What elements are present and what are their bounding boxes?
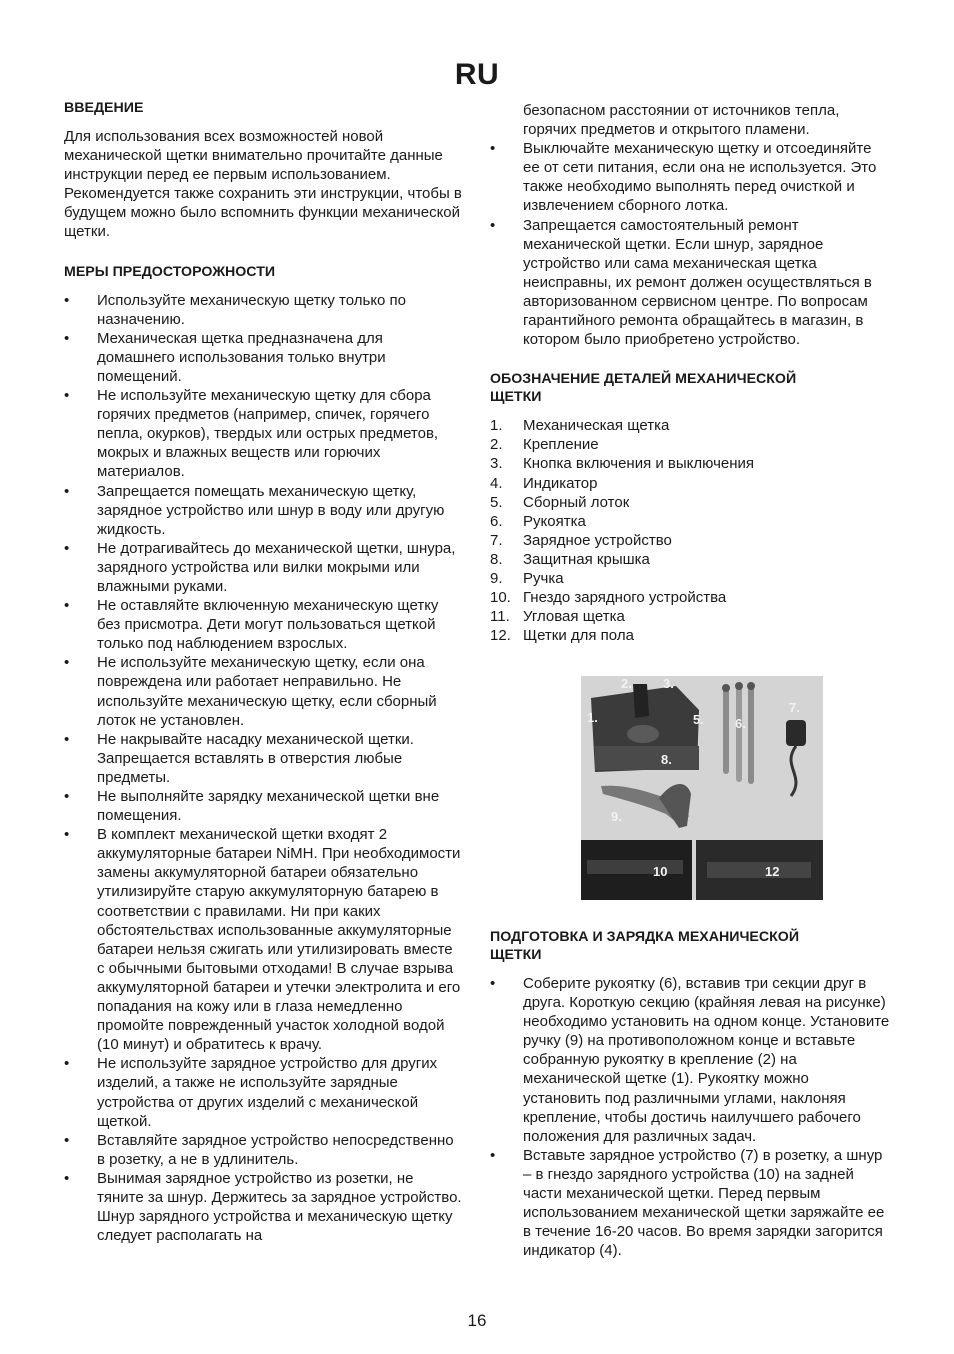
- item-number: 7.: [490, 531, 503, 549]
- item-number: 10.: [490, 589, 511, 607]
- list-item: • Не дотрагивайтесь до механической щетки, шнура, зарядного устройства или вилки мокрыми или влажными руками.: [64, 539, 464, 596]
- item-number: 12.: [490, 627, 511, 645]
- list-item: • Не выполняйте зарядку механической щетки вне помещения.: [64, 787, 464, 825]
- photo-label: 2.: [621, 676, 632, 691]
- list-item: • Соберите рукоятку (6), вставив три секции друг в друга. Короткую секцию (крайняя левая на рисунке) необходимо установить на одном конце. Установите ручку (9) на противоположном конце и вставьте собранную рукоятку в крепление (2) на механической щетке (1). Рукоятку можно установить под различными углами, наклоняя крепление, чтобы достичь наилучшего рабочего положения для различных задач.: [490, 974, 890, 1146]
- list-item: • Вынимая зарядное устройство из розетки, не тяните за шнур. Держитесь за зарядное устройство. Шнур зарядного устройства и механическую щетку следует располагать на: [64, 1169, 464, 1245]
- photo-label: 3.: [663, 676, 674, 691]
- list-item: [490, 474, 890, 493]
- item-label: Защитная крышка: [523, 550, 650, 568]
- list-item: • Используйте механическую щетку только по назначению.: [64, 291, 464, 329]
- list-item: [490, 550, 890, 569]
- page-number: 16: [467, 1311, 487, 1330]
- list-item: [490, 588, 890, 607]
- item-label: Ручка: [523, 569, 564, 587]
- list-item: • Не используйте зарядное устройство для других изделий, а также не используйте зарядные устройства от других изделий с механической щеткой.: [64, 1054, 464, 1130]
- list-item: • Запрещается помещать механическую щетку, зарядное устройство или шнур в воду или другую жидкость.: [64, 482, 464, 539]
- list-item: [490, 493, 890, 512]
- product-parts-illustration: [581, 676, 823, 900]
- list-item: [490, 531, 890, 550]
- item-number: 3.: [490, 455, 503, 473]
- intro-text: Для использования всех возможностей новой механической щетки внимательно прочитайте данные инструкции перед ее первым использованием. Рекомендуется также сохранить эти инструкции, чтобы в будущем можно было вспомнить функции механической щетки.: [64, 128, 462, 241]
- intro-heading: ВВЕДЕНИЕ: [64, 100, 144, 116]
- list-item: • Запрещается самостоятельный ремонт механической щетки. Если шнур, зарядное устройство или сама механическая щетка неисправны, их ремонт должен осуществляться в авторизованном сервисном центре. По вопросам гарантийного ремонта обращайтесь в магазин, в котором было приобретено устройство.: [490, 216, 890, 350]
- photo-label: 1.: [587, 710, 598, 725]
- parts-heading-line2: ЩЕТКИ: [490, 389, 542, 406]
- list-item: • Вставьте зарядное устройство (7) в розетку, а шнур – в гнездо зарядного устройства (10) на задней части механической щетки. Перед первым использованием механической щетки заряжайте ее в течение 16-20 часов. Во время зарядки загорится индикатор (4).: [490, 1146, 890, 1261]
- list-item: • Не накрывайте насадку механической щетки. Запрещается вставлять в отверстия любые предметы.: [64, 730, 464, 787]
- item-label: Механическая щетка: [523, 417, 670, 435]
- item-number: 2.: [490, 436, 503, 454]
- item-number: 11.: [490, 608, 510, 626]
- item-label: Кнопка включения и выключения: [523, 455, 755, 473]
- list-item: • В комплект механической щетки входят 2 аккумуляторные батареи NiMH. При необходимости замены аккумуляторной батареи обязательно утилизируйте старую аккумуляторную батарею в соответствии с правилами. Ни при каких обстоятельствах использованные аккумуляторные батареи нельзя сжигать или утилизировать вместе с обычными бытовыми отходами! В случае взрыва аккумуляторной батареи и утечки электролита и его попадания на кожу или в глаза немедленно промойте поврежденный участок холодной водой (10 минут) и обратитесь к врачу.: [64, 825, 464, 1054]
- photo-label: 10: [653, 864, 668, 879]
- charging-heading-line1: ПОДГОТОВКА И ЗАРЯДКА МЕХАНИЧЕСКОЙ: [490, 929, 800, 945]
- precautions-continuation: безопасном расстоянии от источников тепла, горячих предметов и открытого пламени.: [523, 102, 840, 139]
- charging-section: [490, 928, 890, 1260]
- item-number: 4.: [490, 474, 503, 492]
- charging-heading-line2: ЩЕТКИ: [490, 947, 542, 963]
- parts-list: [490, 416, 890, 645]
- list-item: • Не используйте механическую щетку для сбора горячих предметов (например, спичек, горячего пепла, окурков), твердых или острых предметов, мокрых и влажных веществ или горючих материалов.: [64, 386, 464, 481]
- charging-list: [490, 974, 890, 1260]
- item-label: Зарядное устройство: [523, 531, 672, 549]
- list-item: [490, 569, 890, 588]
- photo-label: 6.: [735, 716, 746, 731]
- item-number: 1.: [490, 417, 503, 435]
- charging-heading: [490, 928, 890, 964]
- precautions-list-continued: [490, 139, 890, 349]
- precautions-heading: МЕРЫ ПРЕДОСТОРОЖНОСТИ: [64, 263, 276, 280]
- photo-label: 9.: [611, 809, 622, 824]
- list-item: [490, 454, 890, 473]
- item-label: Угловая щетка: [523, 608, 625, 626]
- list-item: [490, 416, 890, 435]
- item-label: Щетки для пола: [523, 627, 634, 645]
- right-column: [490, 101, 890, 645]
- left-column: [64, 99, 464, 1245]
- item-number: 8.: [490, 550, 503, 568]
- list-item: [490, 512, 890, 531]
- list-item: • Вставляйте зарядное устройство непосредственно в розетку, а не в удлинитель.: [64, 1131, 464, 1169]
- item-label: Индикатор: [523, 474, 598, 492]
- product-parts-photo: [581, 676, 823, 900]
- list-item: • Не используйте механическую щетку, если она повреждена или работает неправильно. Не используйте механическую щетку, если сборный лоток не установлен.: [64, 653, 464, 729]
- item-number: 5.: [490, 493, 503, 511]
- item-label: Рукоятка: [523, 512, 586, 530]
- precautions-list: [64, 291, 464, 1246]
- item-label: Гнездо зарядного устройства: [523, 589, 727, 607]
- photo-label: 12: [765, 864, 780, 879]
- photo-label: 5.: [693, 712, 704, 727]
- photo-label: 7.: [789, 700, 800, 715]
- list-item: [490, 435, 890, 454]
- list-item: • Не оставляйте включенную механическую щетку без присмотра. Дети могут пользоваться щеткой только под наблюдением взрослых.: [64, 596, 464, 653]
- item-label: Сборный лоток: [523, 493, 630, 511]
- item-number: 9.: [490, 569, 503, 587]
- language-code: RU: [454, 58, 500, 91]
- photo-label: 8.: [661, 752, 672, 767]
- parts-heading-line1: ОБОЗНАЧЕНИЕ ДЕТАЛЕЙ МЕХАНИЧЕСКОЙ: [490, 371, 797, 388]
- parts-heading: [490, 370, 890, 406]
- list-item: [490, 626, 890, 645]
- list-item: • Механическая щетка предназначена для домашнего использования только внутри помещений.: [64, 329, 464, 386]
- item-label: Крепление: [523, 436, 599, 454]
- list-item: [490, 607, 890, 626]
- item-number: 6.: [490, 512, 503, 530]
- list-item: • Выключайте механическую щетку и отсоединяйте ее от сети питания, если она не используется. Это также необходимо выполнять перед очисткой и извлечением сборного лотка.: [490, 139, 890, 215]
